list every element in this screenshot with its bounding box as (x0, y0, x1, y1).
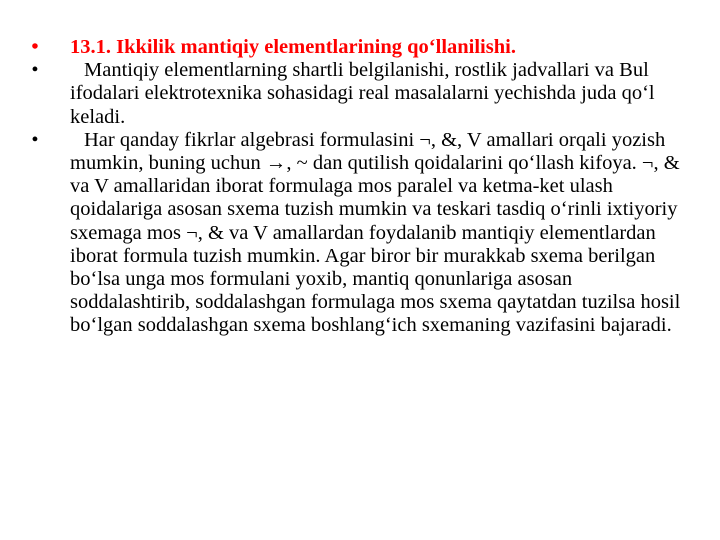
bullet-text (70, 59, 684, 129)
bullet-marker: • (31, 36, 39, 58)
slide-heading: 13.1. Ikkilik mantiqiy elementlarining qo‘llanilishi. (70, 36, 516, 58)
bullet-marker: • (31, 128, 39, 151)
bullet-text (70, 129, 684, 338)
bullet-item-formulas (24, 129, 684, 338)
bullet-text-content: Mantiqiy elementlarning shartli belgilanishi, rostlik jadvallari va Bul ifodalari elektrotexnika sohasidagi real masalalarni yechishda juda qo‘l keladi. (70, 59, 655, 128)
bullet-list (24, 36, 684, 338)
bullet-item-elements (24, 59, 684, 129)
bullet-text-content: Har qanday fikrlar algebrasi formulasini ¬, &, V amallari orqali yozish mumkin, buning uchun →, ~ dan qutilish qoidalarini qo‘llash kifoya. ¬, & va V amallaridan iborat formulaga mos paralel va ketma-ket ulash qoidalariga asosan sxema tuzish mumkin va teskari tasdiq o‘rinli ixtiyoriy sxemaga mos ¬, & va V amallardan foydalanib mantiqiy elementlardan iborat formula tuzish mumkin. Agar biror bir murakkab sxema berilgan bo‘lsa unga mos formulani yoxib, mantiq qonunlariga asosan soddalashtirib, soddalashgan formulaga mos sxema qaytatdan tuzilsa hosil bo‘lgan soddalashgan sxema boshlang‘ich sxemaning vazifasini bajaradi. (70, 128, 681, 337)
bullet-item-heading (24, 36, 684, 59)
bullet-marker: • (31, 59, 39, 82)
